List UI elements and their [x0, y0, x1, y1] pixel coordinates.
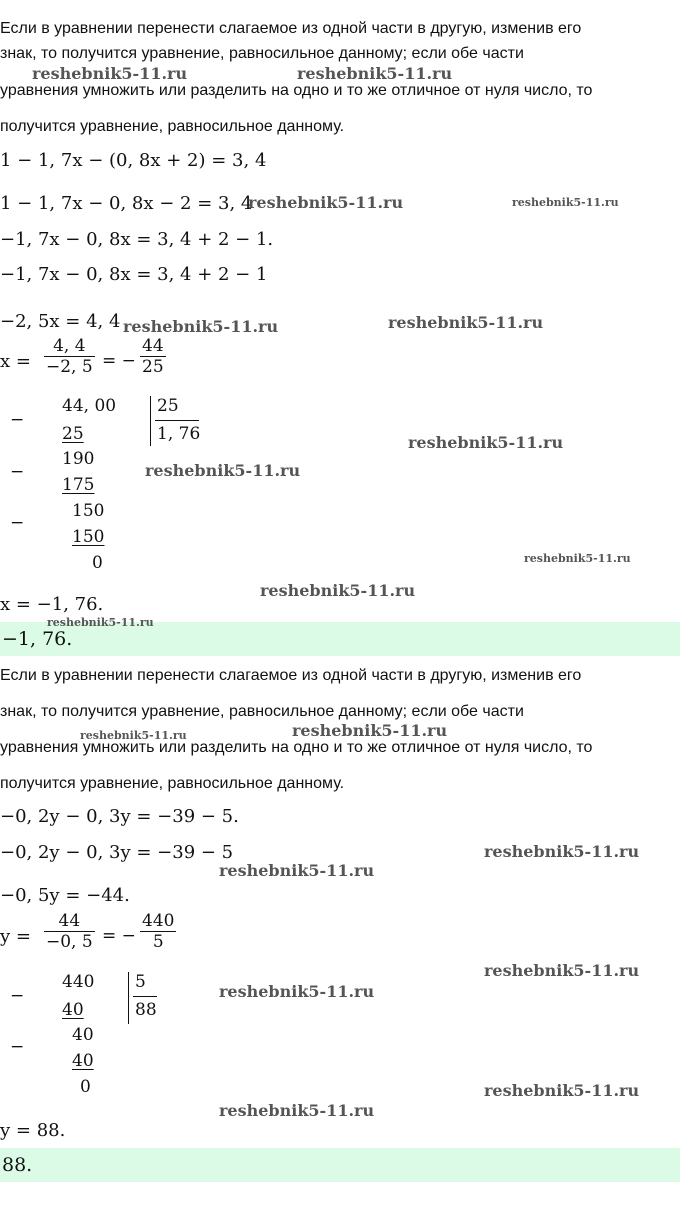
fraction: [44, 336, 95, 377]
watermark: reshebnik5-11.ru: [512, 196, 619, 209]
fraction: [140, 911, 176, 952]
rule-text-line: получится уравнение, равносильное данному.: [0, 775, 345, 792]
watermark: reshebnik5-11.ru: [260, 581, 416, 600]
equals-minus: = −: [102, 351, 136, 371]
equation-step: −0, 2y − 0, 3y = −39 − 5: [0, 842, 234, 863]
division-quotient: 88: [135, 1000, 157, 1020]
rule-text-line: знак, то получится уравнение, равносильное данному; если обе части: [0, 703, 524, 720]
watermark: reshebnik5-11.ru: [219, 982, 375, 1001]
watermark: reshebnik5-11.ru: [408, 433, 564, 452]
equation-result: y = 88.: [0, 1120, 66, 1141]
division-remainder: 190: [62, 449, 95, 469]
watermark: reshebnik5-11.ru: [484, 842, 640, 861]
equation-step: −0, 2y − 0, 3y = −39 − 5.: [0, 806, 239, 827]
equation-step: −2, 5x = 4, 4: [0, 311, 121, 332]
division-divisor-line: [133, 996, 157, 997]
division-subtrahend: 150: [72, 527, 105, 547]
fraction-numerator: 44: [142, 336, 164, 356]
fraction-denominator: 25: [142, 357, 164, 377]
division-minus: −: [10, 513, 25, 533]
watermark: reshebnik5-11.ru: [484, 1081, 640, 1100]
fraction-lhs: y =: [0, 926, 31, 947]
fraction-numerator: 44: [58, 911, 81, 931]
watermark: reshebnik5-11.ru: [219, 1101, 375, 1120]
equals-minus: = −: [102, 926, 136, 946]
division-vertical-line: [150, 396, 151, 446]
rule-text-line: уравнения умножить или разделить на одно и то же отличное от нуля число, то: [0, 739, 593, 756]
watermark: reshebnik5-11.ru: [248, 193, 404, 212]
watermark: reshebnik5-11.ru: [80, 729, 187, 742]
equation-result: x = −1, 76.: [0, 594, 104, 615]
division-divisor-line: [155, 420, 199, 421]
division-dividend: 440: [62, 972, 95, 992]
division-minus: −: [10, 462, 25, 482]
division-subtrahend: 40: [62, 1000, 84, 1020]
division-remainder: 0: [92, 553, 103, 573]
fraction-denominator: −0, 5: [46, 932, 93, 952]
rule-text-line: Если в уравнении перенести слагаемое из одной части в другую, изменив его: [0, 20, 582, 37]
equation-step: −1, 7x − 0, 8x = 3, 4 + 2 − 1: [0, 264, 268, 285]
watermark: reshebnik5-11.ru: [297, 64, 453, 83]
division-remainder: 0: [80, 1077, 91, 1097]
division-divisor: 25: [157, 396, 179, 416]
answer-value: −1, 76.: [2, 628, 73, 650]
watermark: reshebnik5-11.ru: [292, 721, 448, 740]
fraction-denominator: 5: [152, 932, 164, 952]
rule-text-line: Если в уравнении перенести слагаемое из одной части в другую, изменив его: [0, 667, 582, 684]
fraction-numerator: 4, 4: [53, 336, 86, 356]
division-subtrahend: 25: [62, 424, 84, 444]
fraction-numerator: 440: [142, 911, 175, 931]
division-quotient: 1, 76: [157, 424, 201, 444]
division-minus: −: [10, 1037, 25, 1057]
equation-step: −1, 7x − 0, 8x = 3, 4 + 2 − 1.: [0, 229, 274, 250]
equation-step: −0, 5y = −44.: [0, 885, 130, 906]
watermark: reshebnik5-11.ru: [219, 861, 375, 880]
rule-text-line: знак, то получится уравнение, равносильное данному; если обе части: [0, 45, 524, 62]
answer-value: 88.: [2, 1154, 33, 1176]
division-remainder: 40: [72, 1025, 94, 1045]
watermark: reshebnik5-11.ru: [47, 616, 154, 629]
fraction: [140, 336, 166, 377]
watermark: reshebnik5-11.ru: [524, 552, 631, 565]
fraction: [44, 911, 95, 952]
division-minus: −: [10, 986, 25, 1006]
rule-text-line: уравнения умножить или разделить на одно и то же отличное от нуля число, то: [0, 82, 593, 99]
fraction-denominator: −2, 5: [46, 357, 93, 377]
fraction-lhs: x =: [0, 351, 31, 372]
equation-step: 1 − 1, 7x − 0, 8x − 2 = 3, 4: [0, 193, 253, 214]
division-divisor: 5: [135, 972, 146, 992]
division-dividend: 44, 00: [62, 396, 117, 416]
division-vertical-line: [128, 972, 129, 1024]
division-remainder: 150: [72, 501, 105, 521]
division-minus: −: [10, 410, 25, 430]
watermark: reshebnik5-11.ru: [388, 313, 544, 332]
watermark: reshebnik5-11.ru: [32, 64, 188, 83]
equation-step: 1 − 1, 7x − (0, 8x + 2) = 3, 4: [0, 150, 267, 171]
division-subtrahend: 175: [62, 475, 95, 495]
answer-box: [0, 1148, 680, 1182]
watermark: reshebnik5-11.ru: [145, 461, 301, 480]
division-subtrahend: 40: [72, 1051, 94, 1071]
watermark: reshebnik5-11.ru: [484, 961, 640, 980]
watermark: reshebnik5-11.ru: [123, 317, 279, 336]
rule-text-line: получится уравнение, равносильное данному.: [0, 118, 345, 135]
